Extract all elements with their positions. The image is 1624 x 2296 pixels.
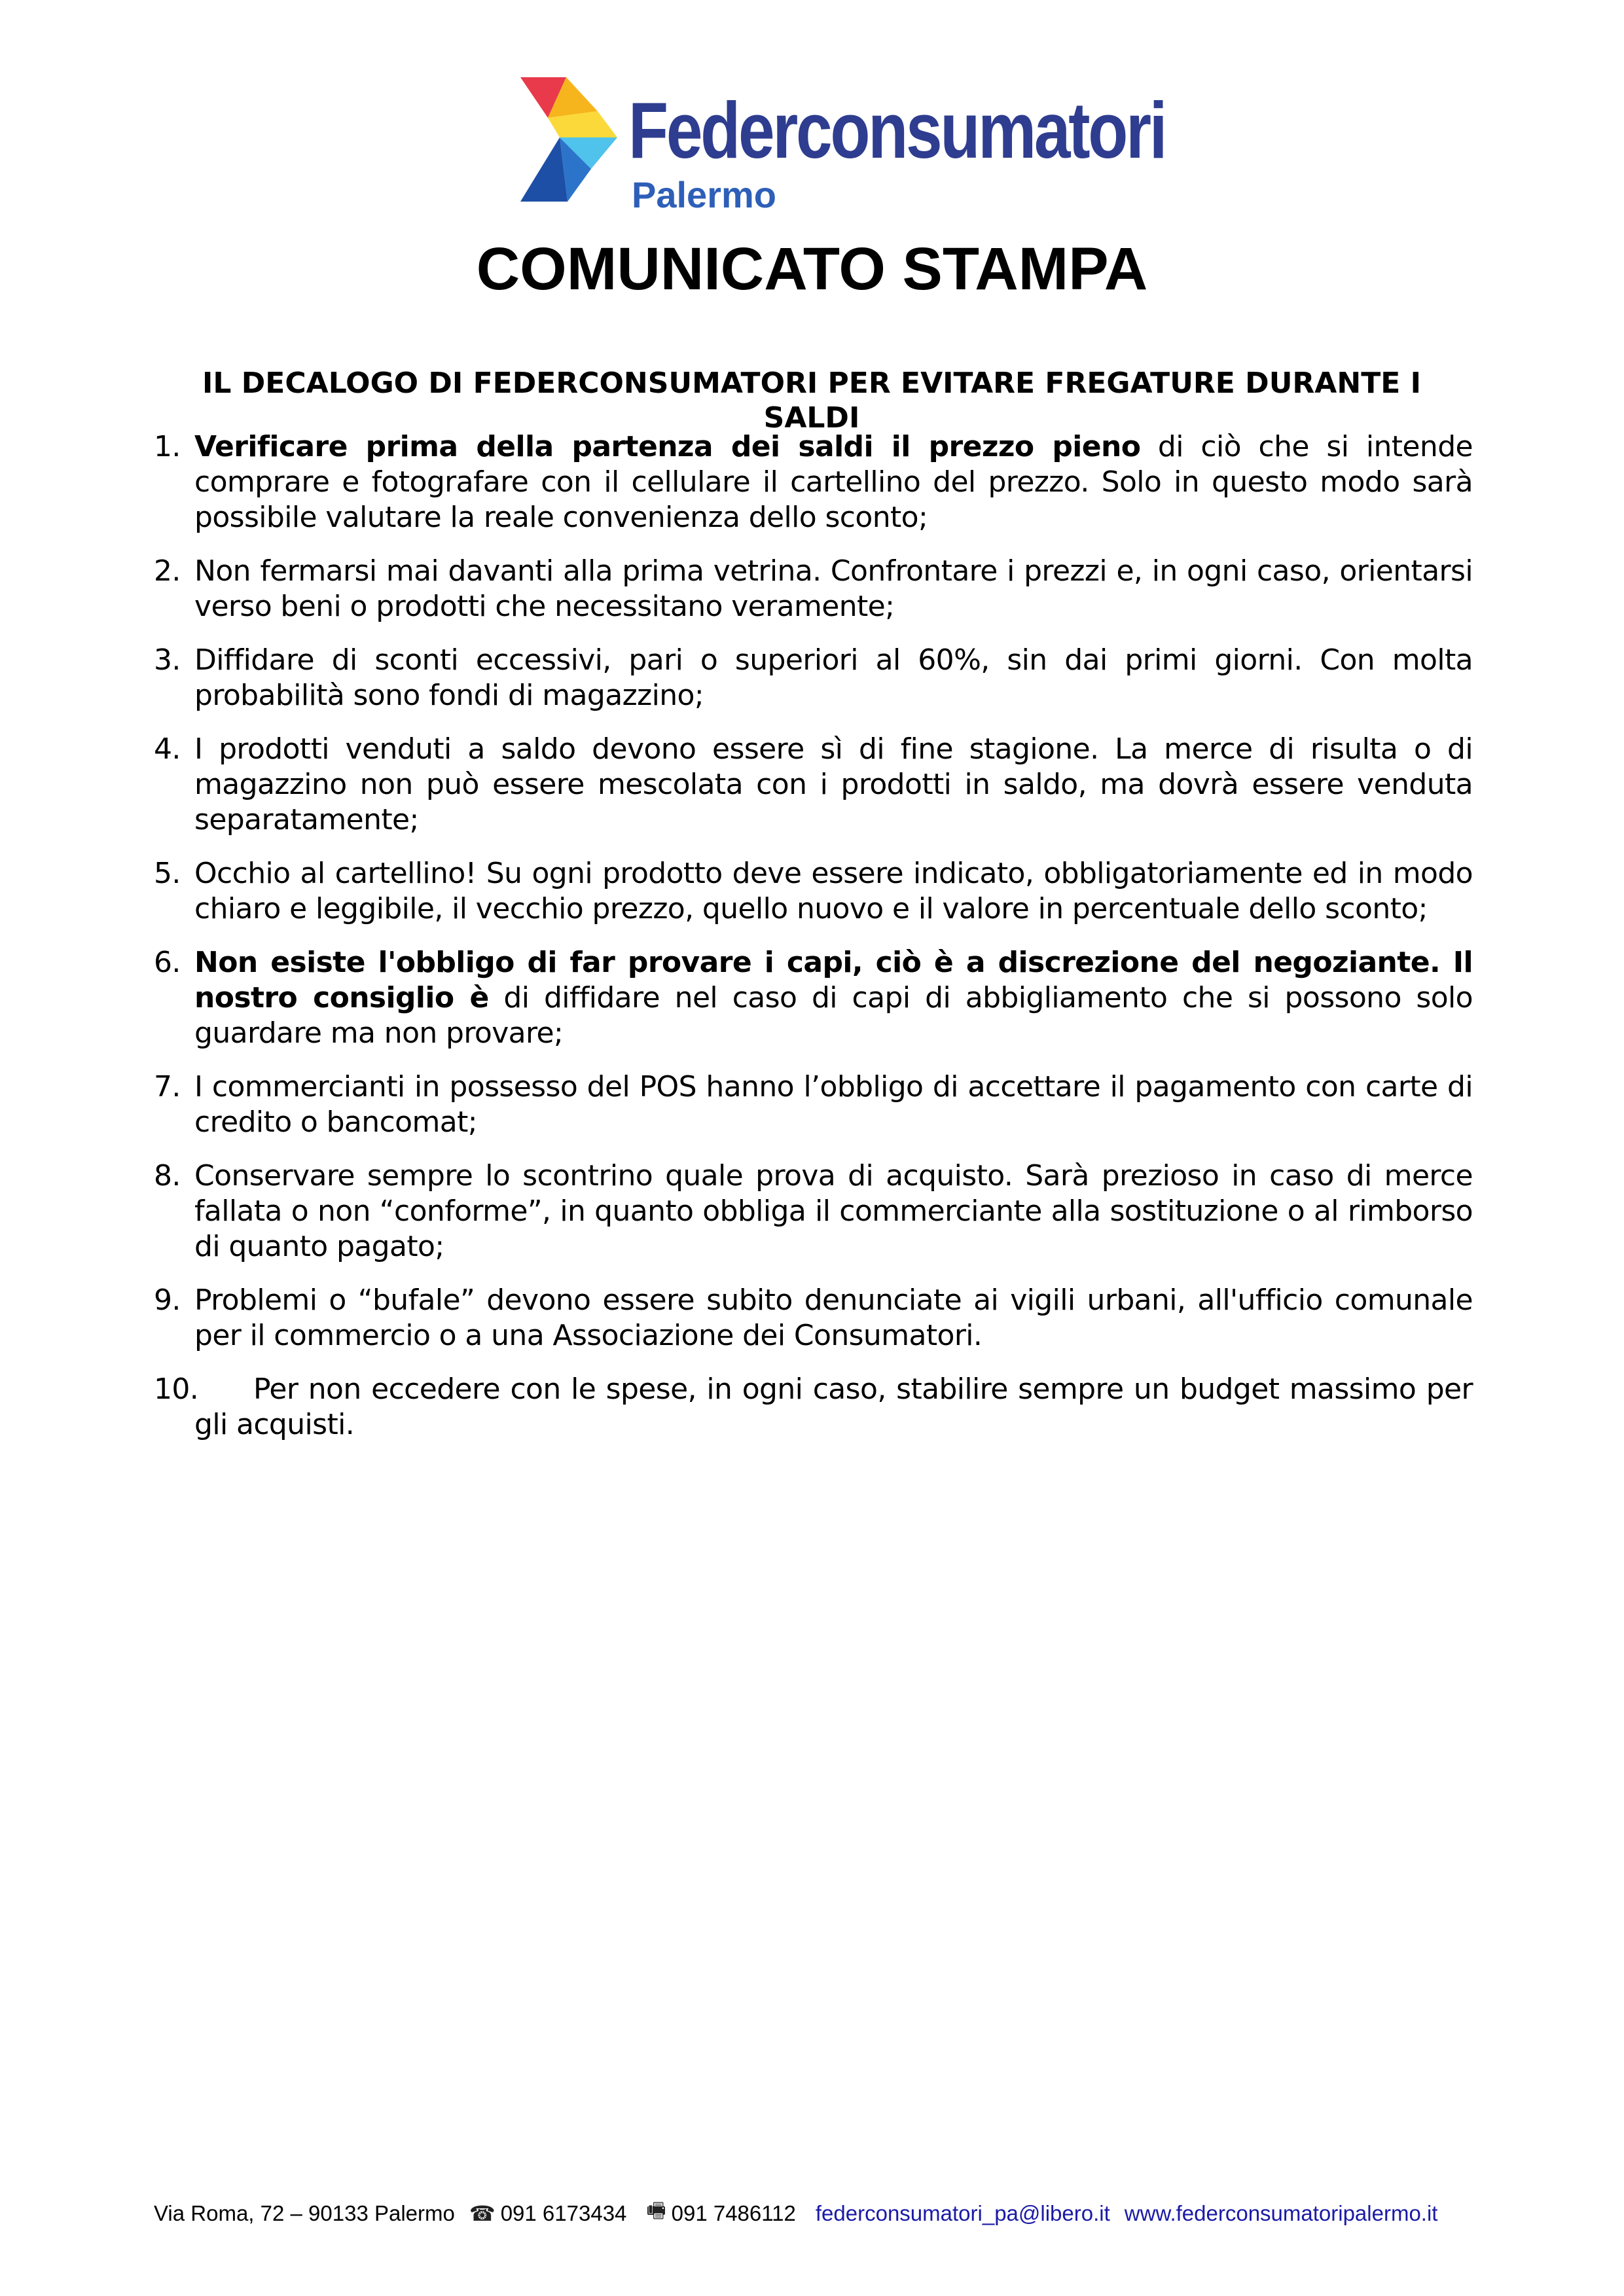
footer-email-link[interactable]: federconsumatori_pa@libero.it [815, 2201, 1110, 2225]
list-item [154, 429, 1473, 535]
item-number: 7. [154, 1070, 181, 1103]
item-text: Conservare sempre lo scontrino quale prova di acquisto. Sarà prezioso in caso di merce fallata o non “conforme”, in quanto obbliga il commerciante alla sostituzione o al rimborso di quanto pagato; [194, 1159, 1473, 1263]
list-item [154, 1283, 1473, 1354]
logo [520, 72, 1166, 216]
item-text: Occhio al cartellino! Su ogni prodotto deve essere indicato, obbligatoriamente ed in modo chiaro e leggibile, il vecchio prezzo, quello nuovo e il valore in percentuale dello sconto; [194, 857, 1473, 925]
list-item [154, 1069, 1473, 1140]
item-number: 9. [154, 1283, 181, 1317]
item-number: 1. [154, 430, 181, 463]
item-number: 5. [154, 857, 181, 890]
item-text: Diffidare di sconti eccessivi, pari o superiori al 60%, sin dai primi giorni. Con molta probabilità sono fondi di magazzino; [194, 643, 1473, 712]
item-bold-text: Verificare prima della partenza dei saldi il prezzo pieno [194, 430, 1141, 463]
list-item [154, 732, 1473, 838]
item-text: Problemi o “bufale” devono essere subito denunciate ai vigili urbani, all'ufficio comunale per il commercio o a una Associazione dei Consumatori. [194, 1283, 1473, 1352]
footer-phone: 091 6173434 [500, 2201, 627, 2225]
footer-fax: 091 7486112 [671, 2201, 796, 2225]
page-subtitle: IL DECALOGO DI FEDERCONSUMATORI PER EVITARE FREGATURE DURANTE I SALDI [202, 367, 1421, 435]
item-text: di ciò che si intende comprare e fotografare con il cellulare il cartellino del prezzo. Solo in questo modo sarà possibile valutare la reale convenienza dello sconto; [194, 430, 1473, 534]
item-number: 3. [154, 643, 181, 677]
item-text: Non fermarsi mai davanti alla prima vetrina. Confrontare i prezzi e, in ogni caso, orientarsi verso beni o prodotti che necessitano veramente; [194, 554, 1473, 623]
logo-city: Palermo [632, 174, 776, 215]
list-item [154, 945, 1473, 1051]
list-item [154, 1372, 1473, 1443]
list-item [154, 554, 1473, 624]
logo-name: Federconsumatori [628, 86, 1166, 175]
list-item [154, 856, 1473, 927]
page-title: COMUNICATO STAMPA [476, 236, 1148, 302]
item-text: Per non eccedere con le spese, in ogni caso, stabilire sempre un budget massimo per gli acquisti. [194, 1372, 1473, 1441]
item-number: 2. [154, 554, 181, 588]
item-number: 4. [154, 732, 181, 766]
footer [154, 2196, 1473, 2231]
item-text: I commercianti in possesso del POS hanno l’obbligo di accettare il pagamento con carte di credito o bancomat; [194, 1070, 1473, 1139]
item-number: 10. [154, 1372, 199, 1406]
phone-icon: ☎ [469, 2202, 496, 2225]
decalogue-list [154, 429, 1473, 1461]
footer-address: Via Roma, 72 – 90133 Palermo [154, 2201, 455, 2225]
item-text: di diffidare nel caso di capi di abbigliamento che si possono solo guardare ma non provare; [194, 981, 1473, 1050]
footer-website-link[interactable]: www.federconsumatoripalermo.it [1124, 2201, 1438, 2225]
list-item [154, 643, 1473, 713]
item-bold-text: Non esiste l'obbligo di far provare i capi, ciò è a discrezione del negoziante. Il nostro consiglio è [194, 946, 1473, 1014]
item-number: 6. [154, 946, 181, 979]
item-number: 8. [154, 1159, 181, 1193]
item-text: I prodotti venduti a saldo devono essere sì di fine stagione. La merce di risulta o di magazzino non può essere mescolata con i prodotti in saldo, ma dovrà essere venduta separatamente; [194, 732, 1473, 836]
fax-icon: 🖷 [646, 2198, 666, 2222]
logo-mark-icon [520, 72, 619, 203]
list-item [154, 1158, 1473, 1265]
